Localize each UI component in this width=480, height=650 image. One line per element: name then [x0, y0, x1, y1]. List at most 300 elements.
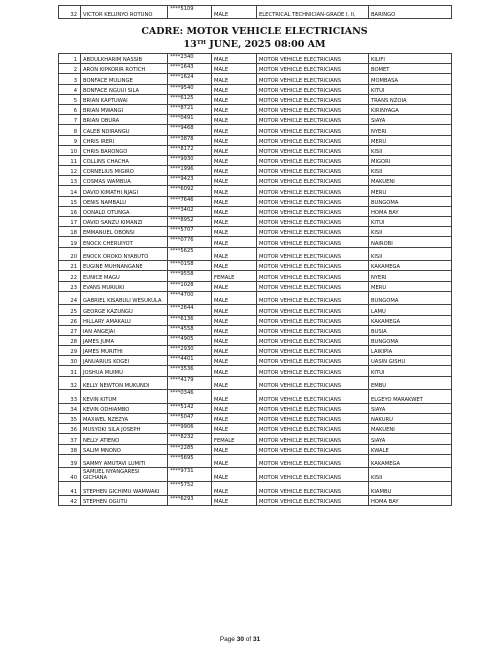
row-gender: MALE	[212, 186, 257, 196]
row-id: ****3536	[168, 366, 212, 376]
date-day: 13	[183, 39, 197, 50]
row-number: 42	[59, 495, 81, 505]
row-county: NAKURU	[369, 414, 452, 424]
table-row	[59, 315, 452, 325]
row-county: BOMET	[369, 64, 452, 74]
row-county: KAKAMEGA	[369, 454, 452, 468]
table-row	[59, 6, 452, 19]
row-cadre: MOTOR VEHICLE ELECTRICIANS	[257, 74, 369, 84]
row-county: HOMA BAY	[369, 495, 452, 505]
table-row	[59, 125, 452, 135]
row-number: 9	[59, 135, 81, 145]
table-row	[59, 176, 452, 186]
row-id: ****5142	[168, 403, 212, 413]
row-name: COSMAS WAMBUA	[81, 176, 168, 186]
row-county: NAIROBI	[369, 237, 452, 247]
row-cadre: MOTOR VEHICLE ELECTRICIANS	[257, 155, 369, 165]
row-id: ****9558	[168, 271, 212, 281]
row-id: ****2340	[168, 54, 212, 64]
row-id: ****1996	[168, 166, 212, 176]
row-id: ****2930	[168, 346, 212, 356]
row-id: ****7646	[168, 196, 212, 206]
row-county: MIGORI	[369, 155, 452, 165]
table-row	[59, 237, 452, 247]
row-gender: MALE	[212, 237, 257, 247]
row-name: BONFACE MULINGE	[81, 74, 168, 84]
row-id: ****8952	[168, 217, 212, 227]
row-gender: FEMALE	[212, 271, 257, 281]
row-county: MAKUENI	[369, 176, 452, 186]
row-number: 38	[59, 444, 81, 454]
row-cadre: MOTOR VEHICLE ELECTRICIANS	[257, 227, 369, 237]
row-name: SAMMY AMUTAVI LUMITI	[81, 454, 168, 468]
row-county: KISII	[369, 468, 452, 482]
table-row	[59, 261, 452, 271]
row-name: EMMANUEL OBONSI	[81, 227, 168, 237]
row-county: BUNGOMA	[369, 291, 452, 305]
row-name: JOSHUA MUIMU	[81, 366, 168, 376]
row-cadre: MOTOR VEHICLE ELECTRICIANS	[257, 335, 369, 345]
row-county: KISII	[369, 145, 452, 155]
row-name: ENOCK OROKO NYABUTO	[81, 247, 168, 261]
table-row	[59, 444, 452, 454]
row-cadre: MOTOR VEHICLE ELECTRICIANS	[257, 186, 369, 196]
row-id: ****9540	[168, 84, 212, 94]
row-gender: FEMALE	[212, 434, 257, 444]
table-row	[59, 291, 452, 305]
row-id: ****8232	[168, 434, 212, 444]
table-row	[59, 135, 452, 145]
table-row	[59, 196, 452, 206]
row-gender: MALE	[212, 305, 257, 315]
row-cadre: MOTOR VEHICLE ELECTRICIANS	[257, 481, 369, 495]
row-id: ****0491	[168, 115, 212, 125]
row-number: 17	[59, 217, 81, 227]
candidates-table-body	[59, 54, 452, 506]
table-row	[59, 305, 452, 315]
row-cadre: MOTOR VEHICLE ELECTRICIANS	[257, 356, 369, 366]
row-gender: MALE	[212, 424, 257, 434]
row-number: 41	[59, 481, 81, 495]
row-gender: MALE	[212, 390, 257, 404]
row-number: 11	[59, 155, 81, 165]
row-gender: MALE	[212, 135, 257, 145]
row-name: NELLY ATIENO	[81, 434, 168, 444]
row-gender: MALE	[212, 196, 257, 206]
row-county: SIAYA	[369, 115, 452, 125]
row-id: ****6092	[168, 186, 212, 196]
row-name: BRIAN KAPTUWAI	[81, 94, 168, 104]
row-county: KITUI	[369, 366, 452, 376]
row-gender: MALE	[212, 346, 257, 356]
row-cadre: MOTOR VEHICLE ELECTRICIANS	[257, 237, 369, 247]
row-id: ****1624	[168, 74, 212, 84]
row-county: NYERI	[369, 125, 452, 135]
row-id: ****9423	[168, 176, 212, 186]
row-cadre: MOTOR VEHICLE ELECTRICIANS	[257, 434, 369, 444]
row-name: MUSYOKI SILA JOSEPH	[81, 424, 168, 434]
row-number: 2	[59, 64, 81, 74]
table-row	[59, 424, 452, 434]
row-name: GEORGE KAZUNGU	[81, 305, 168, 315]
row-gender: MALE	[212, 6, 257, 19]
table-row	[59, 335, 452, 345]
row-name: KEVIN KITUM	[81, 390, 168, 404]
row-cadre: MOTOR VEHICLE ELECTRICIANS	[257, 64, 369, 74]
row-cadre: MOTOR VEHICLE ELECTRICIANS	[257, 424, 369, 434]
cadre-title: CADRE: MOTOR VEHICLE ELECTRICIANS	[141, 26, 368, 37]
date-suffix: TH	[196, 40, 206, 46]
row-gender: MALE	[212, 403, 257, 413]
row-id: ****6125	[168, 94, 212, 104]
row-cadre: MOTOR VEHICLE ELECTRICIANS	[257, 135, 369, 145]
row-name: CHRIS BARONGO	[81, 145, 168, 155]
row-cadre: MOTOR VEHICLE ELECTRICIANS	[257, 94, 369, 104]
row-id: ****0776	[168, 237, 212, 247]
row-number: 28	[59, 335, 81, 345]
row-name: GABRIEL KISABULI WESUKULA	[81, 291, 168, 305]
row-gender: MALE	[212, 115, 257, 125]
row-name: BRIAN MWANGI	[81, 104, 168, 114]
row-gender: MALE	[212, 414, 257, 424]
row-id: ****3402	[168, 206, 212, 216]
row-county: KITUI	[369, 217, 452, 227]
row-county: KISII	[369, 227, 452, 237]
row-name: BONFACE NGUUI SILA	[81, 84, 168, 94]
table-row	[59, 217, 452, 227]
date-rest: JUNE, 2025 08:00 AM	[206, 39, 326, 50]
row-id: ****1643	[168, 64, 212, 74]
row-name: EUGINE MUHNANGANE	[81, 261, 168, 271]
row-county: KIRINYAGA	[369, 104, 452, 114]
row-name: DONALD OTUNGA	[81, 206, 168, 216]
row-cadre: MOTOR VEHICLE ELECTRICIANS	[257, 206, 369, 216]
table-row	[59, 495, 452, 505]
table-row	[59, 390, 452, 404]
row-gender: MALE	[212, 291, 257, 305]
row-cadre: MOTOR VEHICLE ELECTRICIANS	[257, 390, 369, 404]
row-gender: MALE	[212, 444, 257, 454]
row-number: 20	[59, 247, 81, 261]
row-number: 26	[59, 315, 81, 325]
row-cadre: MOTOR VEHICLE ELECTRICIANS	[257, 271, 369, 281]
row-number: 18	[59, 227, 81, 237]
row-id: ****5047	[168, 414, 212, 424]
row-cadre: MOTOR VEHICLE ELECTRICIANS	[257, 104, 369, 114]
row-id: ****9468	[168, 125, 212, 135]
row-cadre: MOTOR VEHICLE ELECTRICIANS	[257, 196, 369, 206]
row-id: ****5695	[168, 454, 212, 468]
row-number: 31	[59, 366, 81, 376]
row-name: SAMUEL NYANGARESI GICHANA	[81, 468, 168, 482]
row-number: 34	[59, 403, 81, 413]
row-number: 22	[59, 271, 81, 281]
row-gender: MALE	[212, 166, 257, 176]
row-name: BRIAN OBURA	[81, 115, 168, 125]
interview-date	[58, 38, 451, 50]
table-row	[59, 271, 452, 281]
row-number: 4	[59, 84, 81, 94]
row-number: 37	[59, 434, 81, 444]
row-name: HILLARY AMAKALU	[81, 315, 168, 325]
row-gender: MALE	[212, 325, 257, 335]
row-cadre: MOTOR VEHICLE ELECTRICIANS	[257, 403, 369, 413]
row-cadre: MOTOR VEHICLE ELECTRICIANS	[257, 84, 369, 94]
candidates-table	[58, 53, 452, 506]
row-county: BUSIA	[369, 325, 452, 335]
row-county: LAIKIPIA	[369, 346, 452, 356]
row-cadre: MOTOR VEHICLE ELECTRICIANS	[257, 261, 369, 271]
row-number: 13	[59, 176, 81, 186]
row-cadre: MOTOR VEHICLE ELECTRICIANS	[257, 346, 369, 356]
row-county: KAKAMEGA	[369, 261, 452, 271]
row-county: LAMU	[369, 305, 452, 315]
row-cadre: MOTOR VEHICLE ELECTRICIANS	[257, 217, 369, 227]
table-row	[59, 481, 452, 495]
row-gender: MALE	[212, 206, 257, 216]
row-gender: MALE	[212, 84, 257, 94]
row-cadre: MOTOR VEHICLE ELECTRICIANS	[257, 454, 369, 468]
row-county: SIAYA	[369, 434, 452, 444]
row-id: ****8721	[168, 104, 212, 114]
row-county: ELGEYO MARAKWET	[369, 390, 452, 404]
row-number: 14	[59, 186, 81, 196]
row-gender: MALE	[212, 495, 257, 505]
row-name: ABDULKHARIM NASSIB	[81, 54, 168, 64]
row-cadre: MOTOR VEHICLE ELECTRICIANS	[257, 166, 369, 176]
row-name: EVANS MURIUKI	[81, 281, 168, 291]
row-number: 6	[59, 104, 81, 114]
table-row	[59, 54, 452, 64]
row-name: ENOCK CHERUIYOT	[81, 237, 168, 247]
row-gender: MALE	[212, 64, 257, 74]
row-number: 1	[59, 54, 81, 64]
row-name: CORNELIUS MIGIRO	[81, 166, 168, 176]
row-number: 23	[59, 281, 81, 291]
table-row	[59, 94, 452, 104]
row-name: IAN ANGEJAI	[81, 325, 168, 335]
row-county: KAKAMEGA	[369, 315, 452, 325]
row-number: 10	[59, 145, 81, 155]
row-number: 35	[59, 414, 81, 424]
row-number: 16	[59, 206, 81, 216]
row-cadre: MOTOR VEHICLE ELECTRICIANS	[257, 247, 369, 261]
page-label: Page	[219, 636, 235, 643]
table-row	[59, 227, 452, 237]
row-number: 8	[59, 125, 81, 135]
table-row	[59, 206, 452, 216]
row-cadre: MOTOR VEHICLE ELECTRICIANS	[257, 414, 369, 424]
row-gender: MALE	[212, 94, 257, 104]
row-gender: MALE	[212, 247, 257, 261]
row-name: VICTOR KELUNYO ROTUNO	[81, 6, 168, 19]
row-id: ****4700	[168, 291, 212, 305]
row-number: 32	[59, 6, 81, 19]
row-county: BUNGOMA	[369, 335, 452, 345]
row-cadre: ELECTRICAL TECHNICIAN-GRADE I, II,	[257, 6, 369, 19]
row-id: ****1028	[168, 281, 212, 291]
row-county: MAKUENI	[369, 424, 452, 434]
row-gender: MALE	[212, 54, 257, 64]
row-gender: MALE	[212, 315, 257, 325]
table-row	[59, 104, 452, 114]
row-county: MOMBASA	[369, 74, 452, 84]
row-name: KEVIN ODHIAMBO	[81, 403, 168, 413]
row-name: KELLY NEWTON MUKUNDI	[81, 376, 168, 390]
row-gender: MALE	[212, 356, 257, 366]
table-row	[59, 414, 452, 424]
row-gender: MALE	[212, 155, 257, 165]
row-number: 33	[59, 390, 81, 404]
row-county: KIAMBU	[369, 481, 452, 495]
row-cadre: MOTOR VEHICLE ELECTRICIANS	[257, 468, 369, 482]
table-row	[59, 356, 452, 366]
row-name: DENIS NAMBALU	[81, 196, 168, 206]
row-county: KISII	[369, 247, 452, 261]
row-cadre: MOTOR VEHICLE ELECTRICIANS	[257, 115, 369, 125]
row-number: 29	[59, 346, 81, 356]
row-number: 40	[59, 468, 81, 482]
row-county: UASIN GISHU	[369, 356, 452, 366]
row-gender: MALE	[212, 104, 257, 114]
row-cadre: MOTOR VEHICLE ELECTRICIANS	[257, 54, 369, 64]
row-number: 5	[59, 94, 81, 104]
table-row	[59, 145, 452, 155]
row-id: ****3878	[168, 135, 212, 145]
row-number: 7	[59, 115, 81, 125]
row-number: 21	[59, 261, 81, 271]
row-number: 24	[59, 291, 81, 305]
row-gender: MALE	[212, 261, 257, 271]
row-cadre: MOTOR VEHICLE ELECTRICIANS	[257, 291, 369, 305]
row-number: 3	[59, 74, 81, 84]
table-row	[59, 186, 452, 196]
row-number: 39	[59, 454, 81, 468]
row-number: 36	[59, 424, 81, 434]
row-county: KISII	[369, 166, 452, 176]
row-name: CHRIS IRERI	[81, 135, 168, 145]
row-number: 30	[59, 356, 81, 366]
table-row	[59, 346, 452, 356]
row-id: ****4558	[168, 325, 212, 335]
row-cadre: MOTOR VEHICLE ELECTRICIANS	[257, 366, 369, 376]
row-cadre: MOTOR VEHICLE ELECTRICIANS	[257, 145, 369, 155]
row-name: DAVID SANZU KIMANZI	[81, 217, 168, 227]
row-name: JANUARIUS KOGEI	[81, 356, 168, 366]
row-name: STEPHEN GICHIMU WAMWAKI	[81, 481, 168, 495]
row-gender: MALE	[212, 468, 257, 482]
row-id: ****9731	[168, 468, 212, 482]
row-name: DAVID KIMATHI NJAGI	[81, 186, 168, 196]
row-id: ****5625	[168, 247, 212, 261]
row-county: BUNGOMA	[369, 196, 452, 206]
row-gender: MALE	[212, 125, 257, 135]
row-cadre: MOTOR VEHICLE ELECTRICIANS	[257, 376, 369, 390]
row-name: ARON KIPKORIR ROTICH	[81, 64, 168, 74]
row-id: ****2644	[168, 305, 212, 315]
row-gender: MALE	[212, 145, 257, 155]
page-footer	[0, 636, 480, 643]
row-id: ****5707	[168, 227, 212, 237]
table-row	[59, 366, 452, 376]
table-row	[59, 454, 452, 468]
row-gender: MALE	[212, 176, 257, 186]
table-row	[59, 403, 452, 413]
row-cadre: MOTOR VEHICLE ELECTRICIANS	[257, 176, 369, 186]
row-id: ****5752	[168, 481, 212, 495]
row-name: JAMES JUMA	[81, 335, 168, 345]
table-row	[59, 64, 452, 74]
row-cadre: MOTOR VEHICLE ELECTRICIANS	[257, 444, 369, 454]
row-gender: MALE	[212, 335, 257, 345]
row-name: MAXWEL NZEZYA	[81, 414, 168, 424]
row-cadre: MOTOR VEHICLE ELECTRICIANS	[257, 325, 369, 335]
row-name: JAMES MURITHI	[81, 346, 168, 356]
row-cadre: MOTOR VEHICLE ELECTRICIANS	[257, 495, 369, 505]
table-row	[59, 84, 452, 94]
row-gender: MALE	[212, 481, 257, 495]
table-row	[59, 166, 452, 176]
row-county: SIAYA	[369, 403, 452, 413]
row-number: 27	[59, 325, 81, 335]
row-county: MERU	[369, 186, 452, 196]
table-row	[59, 434, 452, 444]
row-id: ****9930	[168, 155, 212, 165]
table-row	[59, 115, 452, 125]
table-row	[59, 155, 452, 165]
row-number: 32	[59, 376, 81, 390]
previous-page-table	[58, 5, 452, 19]
row-county: KILIFI	[369, 54, 452, 64]
row-gender: MALE	[212, 366, 257, 376]
row-id: ****0158	[168, 261, 212, 271]
table-row	[59, 247, 452, 261]
row-name: EUNICE MAGU	[81, 271, 168, 281]
row-gender: MALE	[212, 74, 257, 84]
row-id: ****9906	[168, 424, 212, 434]
row-cadre: MOTOR VEHICLE ELECTRICIANS	[257, 305, 369, 315]
row-gender: MALE	[212, 217, 257, 227]
row-number: 12	[59, 166, 81, 176]
row-id: ****4179	[168, 376, 212, 390]
row-county: BARINGO	[369, 6, 452, 19]
row-id: ****6293	[168, 495, 212, 505]
page-total: 31	[253, 636, 261, 643]
row-name: STEPHEN OGUTU	[81, 495, 168, 505]
row-cadre: MOTOR VEHICLE ELECTRICIANS	[257, 315, 369, 325]
row-name: SALIM MNONO	[81, 444, 168, 454]
row-county: HOMA BAY	[369, 206, 452, 216]
row-cadre: MOTOR VEHICLE ELECTRICIANS	[257, 125, 369, 135]
row-number: 25	[59, 305, 81, 315]
row-name: COLLINS CHACHA	[81, 155, 168, 165]
row-number: 19	[59, 237, 81, 247]
row-county: KWALE	[369, 444, 452, 454]
row-gender: MALE	[212, 227, 257, 237]
table-row	[59, 376, 452, 390]
table-row	[59, 74, 452, 84]
row-cadre: MOTOR VEHICLE ELECTRICIANS	[257, 281, 369, 291]
row-county: TRANS NZOIA	[369, 94, 452, 104]
row-gender: MALE	[212, 376, 257, 390]
row-id: ****8172	[168, 145, 212, 155]
row-county: MERU	[369, 135, 452, 145]
row-gender: MALE	[212, 454, 257, 468]
row-id: ****4905	[168, 335, 212, 345]
page-of: of	[245, 636, 252, 643]
row-county: NYERI	[369, 271, 452, 281]
table-row	[59, 281, 452, 291]
